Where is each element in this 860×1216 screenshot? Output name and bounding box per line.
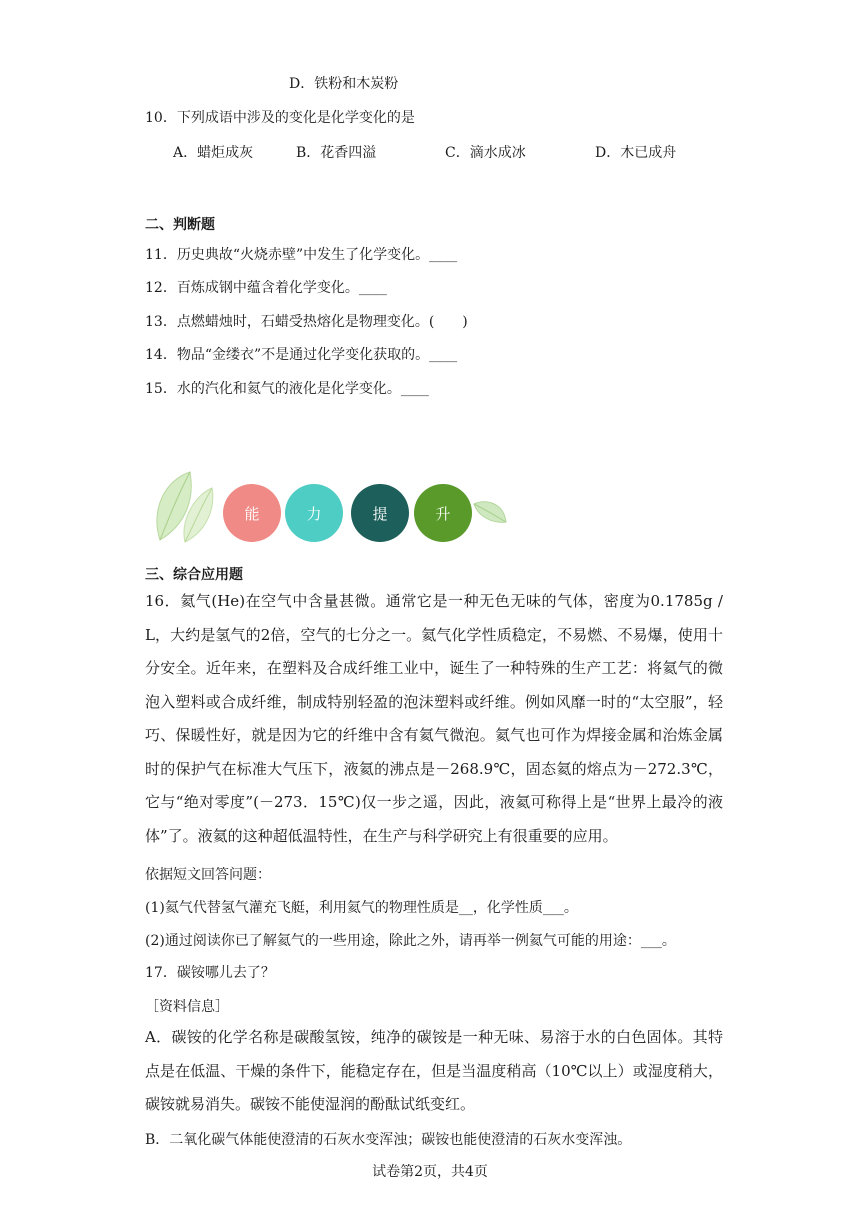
q9-option-d: D．铁粉和木炭粉 [289,76,399,92]
q16-sub1: (1)氦气代替氢气灌充飞艇，利用氦气的物理性质是__，化学性质___。 [145,900,578,916]
page-footer: 试卷第2页，共4页 [372,1164,488,1180]
q17-info-b: B．二氧化碳气体能使澄清的石灰水变浑浊；碳铵也能使澄清的石灰水变浑浊。 [145,1132,632,1148]
section-heading-judgment: 二、判断题 [145,217,215,233]
q14-item: 14．物品“金缕衣”不是通过化学变化获取的。____ [145,347,458,363]
q17-info-label: ［资料信息］ [145,999,229,1015]
q10-option-c: C．滴水成冰 [445,145,526,161]
leaf-decoration-left-icon [150,470,220,545]
leaf-decoration-right-icon [472,498,508,526]
q12-item: 12．百炼成钢中蕴含着化学变化。____ [145,280,387,296]
section-heading-comprehensive: 三、综合应用题 [145,567,243,583]
q10-option-b: B．花香四溢 [296,145,377,161]
q17-stem: 17．碳铵哪儿去了？ [145,965,275,981]
q10-option-d: D．木已成舟 [595,145,677,161]
q13-item: 13．点燃蜡烛时，石蜡受热熔化是物理变化。( ) [145,314,468,330]
banner-circle-neng: 能 [223,484,281,542]
banner-circle-li: 力 [285,484,343,542]
q16-sub2: (2)通过阅读你已了解氦气的一些用途，除此之外，请再举一例氦气可能的用途：___。 [145,933,676,949]
q16-passage: 16．氦气(He)在空气中含量甚微。通常它是一种无色无味的气体，密度为0.1785g / L，大约是氢气的2倍，空气的七分之一。氦气化学性质稳定，不易燃、不易爆，使用十分安全。近年来，在塑料及合成纤维工业中，诞生了一种特殊的生产工艺：将氦气的微泡入塑料或合成纤维，制成特别轻盈的泡沫塑料或纤维。例如风靡一时的“太空服”，轻巧、保暖性好，就是因为它的纤维中含有氦气微泡。氦气也可作为焊接金属和治炼金属时的保护气在标准大气压下，液氦的沸点是－268.9℃，固态氦的熔点为－272.3℃，它与“绝对零度”(－273．15℃)仅一步之遥，因此，液氦可称得上是“世界上最冷的液体”了。液氦的这种超低温特性，在生产与科学研究上有很重要的应用。 [145,592,723,845]
q10-stem: 10．下列成语中涉及的变化是化学变化的是 [145,110,415,126]
q17-info-a: A．碳铵的化学名称是碳酸氢铵，纯净的碳铵是一种无味、易溶于水的白色固体。其特点是在低温、干燥的条件下，能稳定存在，但是当温度稍高（10℃以上）或湿度稍大，碳铵就易消失。碳铵不能使湿润的酚酞试纸变红。 [145,1028,723,1113]
banner-circle-ti: 提 [351,484,409,542]
q11-item: 11．历史典故“火烧赤壁”中发生了化学变化。____ [145,247,458,263]
q16-prompt: 依据短文回答问题： [145,867,271,883]
q15-item: 15．水的汽化和氦气的液化是化学变化。____ [145,381,429,397]
banner-circle-sheng: 升 [414,484,472,542]
q10-option-a: A．蜡炬成灰 [173,145,254,161]
